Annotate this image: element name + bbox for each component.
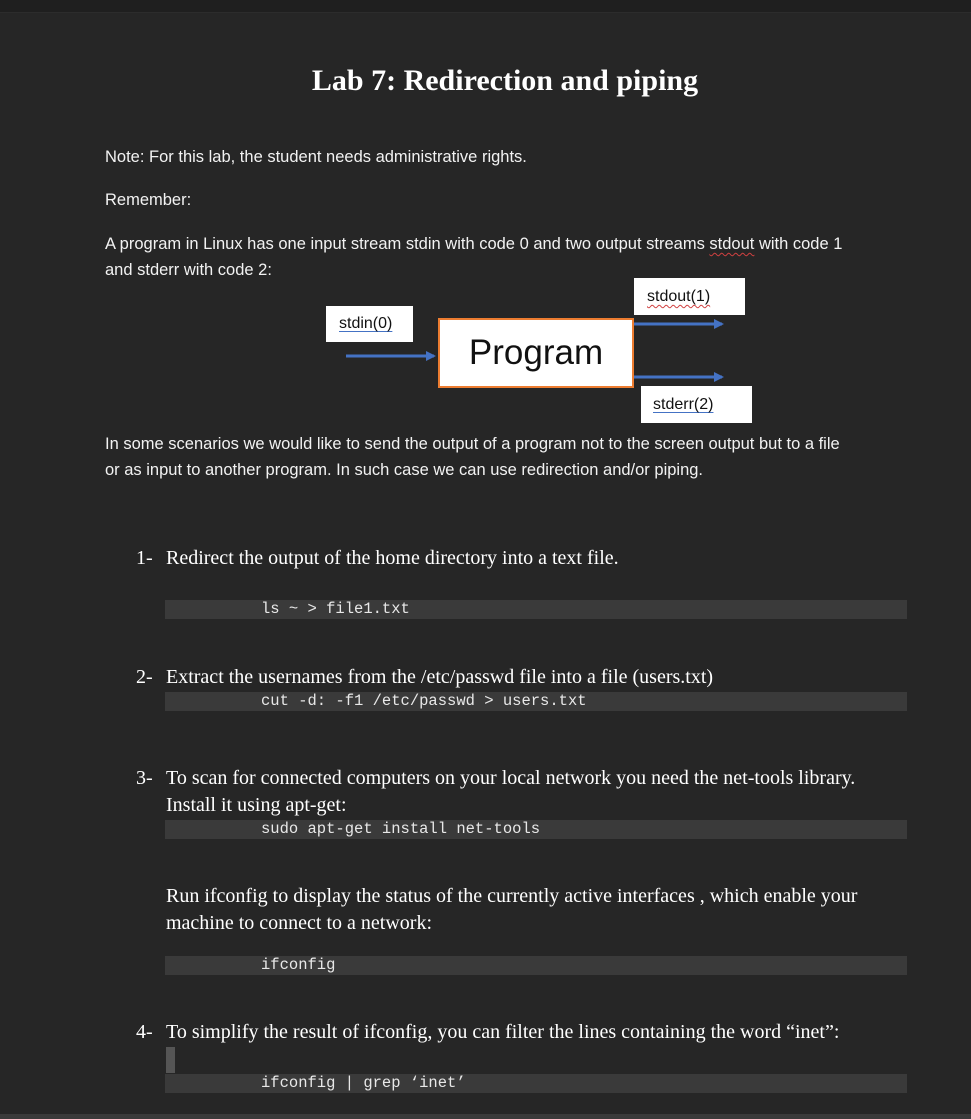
- program-box: Program: [438, 318, 634, 388]
- step-3-text-line-2: Install it using apt-get:: [166, 794, 347, 816]
- intro-line-1-a: A program in Linux has one input stream stdin with code 0 and two output streams: [105, 235, 710, 253]
- step-1-number: 1-: [136, 547, 153, 569]
- scenario-line-2: or as input to another program. In such case we can use redirection and/or piping.: [105, 461, 704, 479]
- step-3-text-line-1: To scan for connected computers on your local network you need the net-tools library.: [166, 767, 856, 789]
- step-3-code-block: [165, 820, 907, 839]
- step-2-text: Extract the usernames from the /etc/passwd file into a file (users.txt): [166, 666, 714, 688]
- step-3-code: sudo apt-get install net-tools: [261, 820, 541, 838]
- text-cursor[interactable]: [166, 1047, 175, 1073]
- step-3-followup-code: ifconfig: [261, 956, 336, 974]
- step-1-code: ls ~ > file1.txt: [261, 600, 410, 618]
- scenario-line-1: In some scenarios we would like to send the output of a program not to the screen output but to a file: [105, 435, 840, 453]
- step-3-followup-line-2: machine to connect to a network:: [166, 912, 433, 934]
- window-bottom-bar: [0, 1114, 971, 1119]
- step-2-code-block: [165, 692, 907, 711]
- step-2-code: cut -d: -f1 /etc/passwd > users.txt: [261, 692, 587, 710]
- step-1-text: Redirect the output of the home directory into a text file.: [166, 547, 619, 569]
- step-4-text: To simplify the result of ifconfig, you can filter the lines containing the word “inet”:: [166, 1021, 840, 1043]
- stdout-label: stdout(1): [647, 288, 711, 305]
- spellcheck-word-stdout: stdout: [709, 235, 755, 253]
- step-3-followup-line-1: Run ifconfig to display the status of the currently active interfaces , which enable your: [166, 885, 858, 907]
- step-4-code: ifconfig | grep ‘inet’: [261, 1074, 466, 1092]
- stdin-label: stdin(0): [339, 315, 393, 332]
- step-3-followup-code-block: [165, 956, 907, 975]
- intro-line-1-c: with code 1: [754, 235, 843, 253]
- remember-text: Remember:: [105, 191, 192, 209]
- step-2-number: 2-: [136, 666, 153, 688]
- step-4-code-block: [165, 1074, 907, 1093]
- step-4-number: 4-: [136, 1021, 153, 1043]
- note-text: Note: For this lab, the student needs administrative rights.: [105, 148, 527, 166]
- stderr-label: stderr(2): [653, 396, 714, 413]
- intro-line-2: and stderr with code 2:: [105, 261, 272, 279]
- page-title: Lab 7: Redirection and piping: [311, 64, 699, 97]
- step-3-number: 3-: [136, 767, 153, 789]
- step-1-code-block: [165, 600, 907, 619]
